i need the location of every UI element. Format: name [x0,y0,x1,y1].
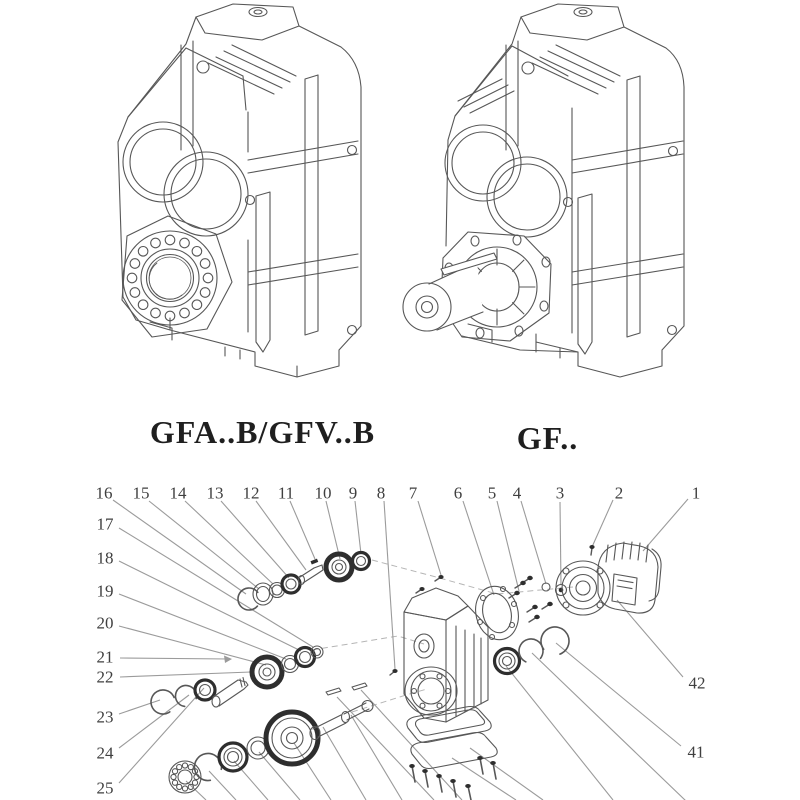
fastener-bolts-drawing [390,545,595,675]
callout-label-17: 17 [96,514,114,534]
callout-label-21: 21 [96,647,114,667]
leader-line [185,501,273,584]
input-bores [123,122,255,236]
leader-arrowhead [224,656,232,664]
callout-label-1: 1 [691,483,701,503]
callout-label-8: 8 [376,483,386,503]
leader-line [119,688,204,783]
dashed-axis-line [312,636,424,650]
callout-label-25: 25 [96,778,114,798]
input-bores [445,125,573,237]
leader-line-cutoff [470,748,543,800]
leader-line [120,672,251,677]
callout-label-5: 5 [487,483,497,503]
callout-label-22: 22 [96,667,114,687]
dashed-axis-lines [312,560,573,712]
leader-line-cutoff [234,761,268,800]
leader-line-cutoff [323,727,366,800]
callout-label-4: 4 [512,483,522,503]
leader-line [120,658,230,659]
callout-label-13: 13 [206,483,224,503]
leader-line [521,501,546,584]
leader-line [418,501,441,575]
callout-label-11: 11 [277,483,295,503]
side-panel-ribs [248,75,358,352]
side-panel-ribs [572,76,683,354]
output-bearing-face [122,216,232,337]
callout-label-42: 42 [688,673,706,693]
callout-label-6: 6 [453,483,463,503]
callout-layer [96,484,706,800]
leader-line-cutoff [506,666,613,800]
leader-line [497,501,519,591]
leader-line-cutoff [186,781,206,800]
callout-label-20: 20 [96,613,114,633]
callout-label-15: 15 [132,483,150,503]
callout-label-41: 41 [687,742,705,762]
leader-line [119,561,301,651]
leader-line [463,501,494,595]
leader-line [113,500,246,594]
callout-label-23: 23 [96,707,114,727]
leader-line-cutoff [209,771,236,800]
bore-bolt-holes [412,674,451,708]
model-caption-gf: GF.. [516,420,579,456]
exploded-parts-diagram [0,470,800,800]
leader-line-cutoff [452,758,516,800]
leader-line [119,700,160,714]
bearing-rollers [127,235,213,321]
callout-label-3: 3 [555,483,565,503]
leader-line [290,501,315,559]
input-shaft-assembly-drawing [234,553,370,615]
callout-label-2: 2 [614,483,624,503]
leader-line [355,501,361,554]
callout-label-12: 12 [242,483,260,503]
callout-label-24: 24 [96,743,114,763]
hollow-shaft-gearbox-drawing [0,0,400,395]
model-caption-gfab-gfvb: GFA..B/GFV..B [149,414,376,450]
leader-line [326,501,340,559]
callout-label-14: 14 [169,483,187,503]
leader-line [592,500,613,547]
callout-label-7: 7 [408,483,418,503]
leader-line [532,653,686,800]
leader-line [384,501,395,669]
callout-label-10: 10 [314,483,332,503]
gearbox-body-outline [118,4,361,377]
callout-label-9: 9 [348,483,358,503]
callout-label-18: 18 [96,548,114,568]
motor-drawing [556,542,661,615]
mounting-feet [150,318,297,377]
leader-line [256,501,306,570]
leader-line [119,594,286,659]
callout-label-19: 19 [96,581,114,601]
solid-shaft-gearbox-drawing [400,0,800,400]
leader-line [149,501,259,589]
callout-label-16: 16 [95,483,113,503]
leader-line [643,499,688,551]
